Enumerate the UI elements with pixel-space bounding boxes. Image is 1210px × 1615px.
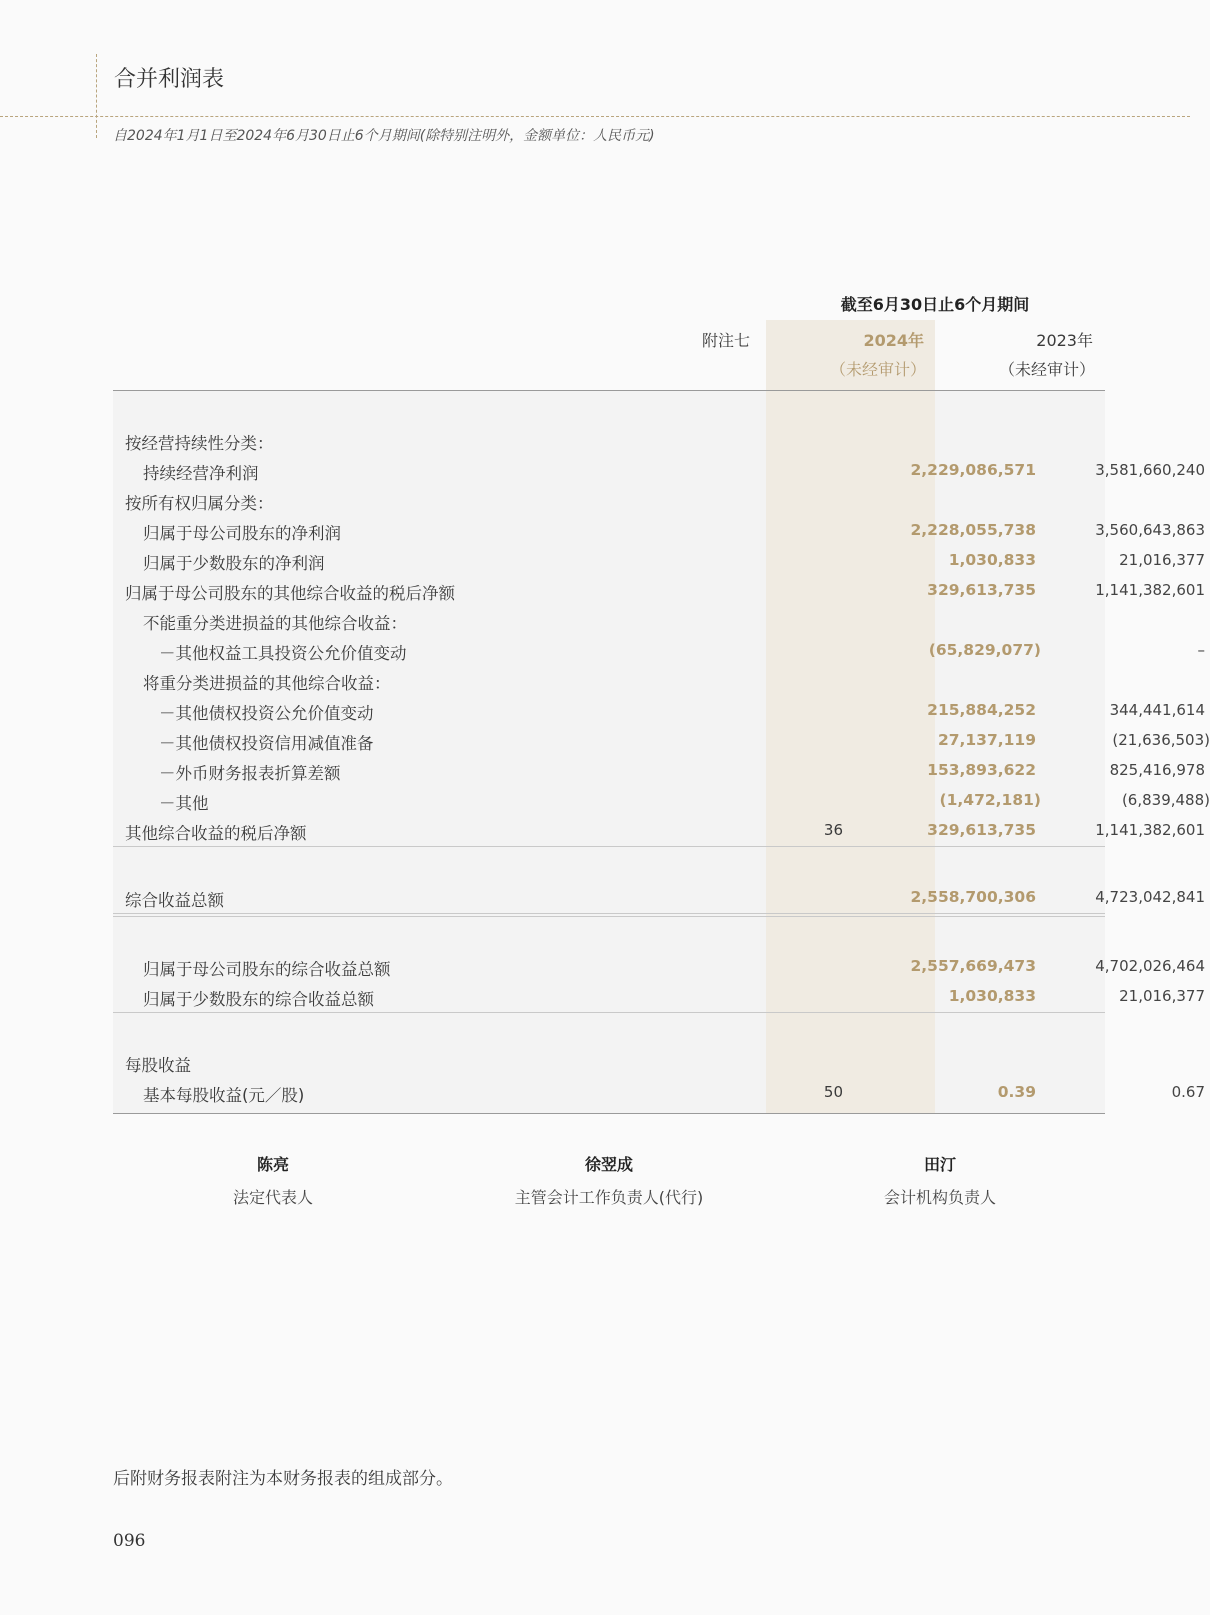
row-label: 综合收益总额 bbox=[125, 891, 224, 910]
row-label: －其他 bbox=[159, 794, 209, 813]
signatory-name: 田汀 bbox=[923, 1155, 956, 1174]
table-row bbox=[113, 882, 1205, 912]
value-2023: 0.67 bbox=[1171, 1083, 1205, 1101]
page-number: 096 bbox=[113, 1531, 146, 1551]
value-2023: 1,141,382,601 bbox=[1095, 581, 1205, 599]
value-2023: 3,581,660,240 bbox=[1095, 461, 1205, 479]
value-2023: (6,839,488) bbox=[1121, 791, 1210, 809]
value-2024: 2,229,086,571 bbox=[910, 461, 1036, 479]
table-row bbox=[113, 425, 1105, 455]
table-bottom-rule bbox=[113, 1113, 1105, 1114]
signatory-role: 会计机构负责人 bbox=[883, 1188, 996, 1207]
value-2023: 3,560,643,863 bbox=[1095, 521, 1205, 539]
value-2024: 215,884,252 bbox=[927, 701, 1036, 719]
row-label: 不能重分类进损益的其他综合收益： bbox=[143, 614, 407, 633]
table-row bbox=[113, 755, 1205, 785]
section-rule bbox=[113, 846, 1105, 847]
value-2023: – bbox=[1197, 641, 1205, 659]
value-2023: 4,702,026,464 bbox=[1095, 957, 1205, 975]
value-2024: 2,558,700,306 bbox=[910, 888, 1036, 906]
row-label: 每股收益 bbox=[125, 1056, 191, 1075]
row-label: 归属于少数股东的综合收益总额 bbox=[143, 990, 374, 1009]
row-label: 按所有权归属分类： bbox=[125, 494, 274, 513]
total-double-rule bbox=[113, 913, 1105, 917]
table-row bbox=[113, 485, 1105, 515]
value-2023: (21,636,503) bbox=[1112, 731, 1210, 749]
table-row bbox=[113, 725, 1210, 755]
table-row bbox=[113, 455, 1205, 485]
value-2023: 21,016,377 bbox=[1119, 987, 1205, 1005]
signature-legal-representative bbox=[123, 1152, 423, 1208]
table-row bbox=[113, 815, 1205, 845]
row-label: 持续经营净利润 bbox=[143, 464, 259, 483]
row-note: 36 bbox=[823, 821, 843, 839]
header-rule bbox=[113, 390, 1105, 391]
table-row bbox=[113, 1077, 1205, 1107]
table-row bbox=[113, 515, 1205, 545]
page-subtitle: 自2024年1月1日至2024年6月30日止6个月期间(除特别注明外，金额单位：人民币元) bbox=[113, 128, 655, 144]
row-label: 归属于母公司股东的净利润 bbox=[143, 524, 341, 543]
value-2024: 2,228,055,738 bbox=[910, 521, 1036, 539]
value-2024: 153,893,622 bbox=[927, 761, 1036, 779]
table-row bbox=[113, 695, 1205, 725]
signatory-name: 徐翌成 bbox=[584, 1155, 633, 1174]
table-row bbox=[113, 1047, 1105, 1077]
value-2024: (65,829,077) bbox=[928, 641, 1041, 659]
header-horizontal-rule bbox=[0, 116, 1190, 117]
signatory-role: 法定代表人 bbox=[232, 1188, 313, 1207]
value-2024: 1,030,833 bbox=[948, 987, 1036, 1005]
col-2023-status: （未经审计） bbox=[998, 360, 1095, 379]
value-2023: 21,016,377 bbox=[1119, 551, 1205, 569]
col-2024-status: （未经审计） bbox=[829, 360, 926, 379]
signature-accounting-head bbox=[459, 1152, 759, 1208]
row-label: 归属于少数股东的净利润 bbox=[143, 554, 325, 573]
table-row bbox=[113, 665, 1105, 695]
row-label: 归属于母公司股东的其他综合收益的税后净额 bbox=[125, 584, 455, 603]
signatory-name: 陈亮 bbox=[256, 1155, 289, 1174]
value-2024: 0.39 bbox=[997, 1083, 1036, 1101]
value-2023: 4,723,042,841 bbox=[1095, 888, 1205, 906]
table-row bbox=[113, 635, 1205, 665]
row-label: 归属于母公司股东的综合收益总额 bbox=[143, 960, 391, 979]
page-title: 合并利润表 bbox=[114, 67, 225, 92]
row-label: －其他债权投资信用减值准备 bbox=[159, 734, 374, 753]
value-2023: 344,441,614 bbox=[1109, 701, 1205, 719]
row-label: －其他债权投资公允价值变动 bbox=[159, 704, 374, 723]
col-2024-year: 2024年 bbox=[863, 331, 924, 350]
period-heading: 截至6月30日止6个月期间 bbox=[840, 295, 1030, 314]
table-row bbox=[113, 545, 1205, 575]
row-label: 将重分类进损益的其他综合收益： bbox=[143, 674, 391, 693]
signature-accounting-institution-head bbox=[790, 1152, 1090, 1208]
col-2023-year: 2023年 bbox=[1036, 331, 1093, 350]
table-row bbox=[113, 981, 1205, 1011]
note-column-heading: 附注七 bbox=[701, 331, 750, 350]
row-label: 按经营持续性分类： bbox=[125, 434, 274, 453]
footer-note: 后附财务报表附注为本财务报表的组成部分。 bbox=[113, 1469, 453, 1489]
table-row bbox=[113, 951, 1205, 981]
value-2024: 1,030,833 bbox=[948, 551, 1036, 569]
row-label: －其他权益工具投资公允价值变动 bbox=[159, 644, 407, 663]
signatory-role: 主管会计工作负责人(代行) bbox=[514, 1188, 704, 1207]
value-2024: (1,472,181) bbox=[939, 791, 1041, 809]
row-note: 50 bbox=[823, 1083, 843, 1101]
row-label: －外币财务报表折算差额 bbox=[159, 764, 341, 783]
value-2024: 2,557,669,473 bbox=[910, 957, 1036, 975]
row-label: 基本每股收益(元／股) bbox=[143, 1086, 305, 1105]
section-rule bbox=[113, 1012, 1105, 1013]
row-label: 其他综合收益的税后净额 bbox=[125, 824, 307, 843]
table-row bbox=[113, 605, 1105, 635]
value-2024: 329,613,735 bbox=[927, 581, 1036, 599]
table-row bbox=[113, 575, 1205, 605]
table-row bbox=[113, 785, 1210, 815]
header-vertical-rule bbox=[96, 54, 97, 138]
value-2024: 27,137,119 bbox=[937, 731, 1036, 749]
value-2023: 1,141,382,601 bbox=[1095, 821, 1205, 839]
value-2024: 329,613,735 bbox=[927, 821, 1036, 839]
value-2023: 825,416,978 bbox=[1109, 761, 1205, 779]
